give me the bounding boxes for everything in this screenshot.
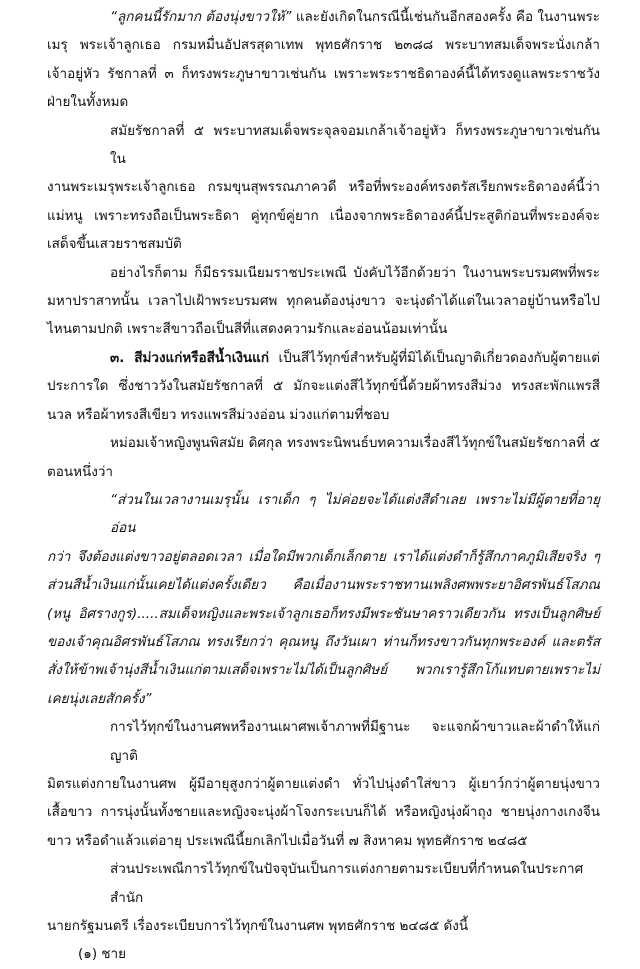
body-text: เป็นสีไว้ทุกข์สำหรับผู้ที่มิได้เป็นญาติเกี่ยวดองกับผู้ตายแต่ xyxy=(269,349,601,366)
text-line xyxy=(47,770,600,798)
bold-heading-text: ๓. สีม่วงแก่หรือสีน้ำเงินแก่ xyxy=(110,349,270,366)
body-text: สมัยรัชกาลที่ ๕ พระบาทสมเด็จพระจุลจอมเกล้าเจ้าอยู่หัว ก็ทรงพระภูษาขาวเช่นกัน ใน xyxy=(110,122,600,168)
text-line xyxy=(47,401,600,429)
body-text: เมรุ พระเจ้าลูกเธอ กรมหมื่นอัปสรสุดาเทพ พุทธศักราช ๒๓๘๘ พระบาทสมเด็จพระนั่งเกล้า xyxy=(47,37,600,54)
italic-quote-text: “ลูกคนนี้รักมาก ต้องนุ่งขาวให้” xyxy=(110,9,292,25)
italic-quote-text: ของเจ้าคุณอิศรพันธ์โสภณ ทรงเรียกว่า คุณหนู ถึงวันเผา ท่านก็ทรงขาวกันทุกพระองค์ และตรัส xyxy=(47,633,600,650)
text-line xyxy=(47,117,600,174)
body-text: หม่อมเจ้าหญิงพูนพิสมัย ดิศกุล ทรงพระนิพนธ์บทความเรื่องสีไว้ทุกข์ในสมัยรัชกาลที่ ๕ xyxy=(110,435,600,452)
text-line xyxy=(47,60,600,88)
body-text: ขาว หรือดำแล้วแต่อายุ ประเพณีนี้ยกเลิกไปเมื่อวันที่ ๗ สิงหาคม พุทธศักราช ๒๔๘๕ xyxy=(47,832,528,849)
text-line xyxy=(47,259,600,287)
body-text: เสื้อขาว การนุ่งนั้นทั้งชายและหญิงจะนุ่งผ้าโจงกระเบนก็ได้ หรือหญิงนุ่งผ้าถุง ชายนุ่งกางเกงจีน xyxy=(47,804,600,821)
italic-quote-text: เคยนุ่งเลยสักครั้ง” xyxy=(47,690,152,707)
body-text: (๑) ชาย xyxy=(78,946,127,963)
text-line xyxy=(47,429,600,457)
body-text: เจ้าอยู่หัว รัชกาลที่ ๓ ก็ทรงพระภูษาขาวเช่นกัน เพราะพระราชธิดาองค์นี้ได้ทรงดูแลพระราชวัง xyxy=(47,65,600,82)
italic-quote-text: “ส่วนในเวลางานเมรุนั้น เราเด็ก ๆ ไม่ค่อยจะได้แต่งสีดำเลย เพราะไม่มีผู้ตายที่อายุอ่อน xyxy=(110,491,600,537)
document-body xyxy=(47,3,600,969)
body-text: งานพระเมรุพระเจ้าลูกเธอ กรมขุนสุพรรณภาควดี หรือที่พระองค์ทรงตรัสเรียกพระธิดาองค์นี้ว่า xyxy=(47,179,600,196)
text-line xyxy=(47,855,600,912)
body-text: อย่างไรก็ตาม ก็มีธรรมเนียมราชประเพณี บังคับไว้อีกด้วยว่า ในงานพระบรมศพที่พระ xyxy=(110,264,600,281)
body-text: นวล หรือผ้าทรงสีเขียว ทรงแพรสีม่วงอ่อน ม่วงแก่ตามที่ชอบ xyxy=(47,406,390,423)
body-text: ไหนตามปกติ เพราะสีขาวถือเป็นสีที่แสดงความรักและอ่อนน้อมเท่านั้น xyxy=(47,321,448,338)
italic-quote-text: กว่า จึงต้องแต่งขาวอยู่ตลอดเวลา เมื่อใดมีพวกเด็กเล็กตาย เราได้แต่งดำก็รู้สึกภาคภูมิเสียจริง ๆ xyxy=(47,548,600,565)
text-line xyxy=(47,940,600,968)
body-text: มิตรแต่งกายในงานศพ ผู้มีอายุสูงกว่าผู้ตายแต่งดำ ทั่วไปนุ่งดำใส่ขาว ผู้เยาว์กว่าผู้ตายนุ่งขาว xyxy=(47,775,600,792)
text-line xyxy=(47,372,600,400)
text-line xyxy=(47,486,600,543)
italic-quote-text: สั่งให้ข้าพเจ้านุ่งสีน้ำเงินแก่ตามเสด็จเพราะไม่ได้เป็นลูกศิษย์ พวกเรารู้สึกโก้แทบตายเพราะไม่ xyxy=(47,662,600,679)
text-line xyxy=(47,798,600,826)
body-text: นายกรัฐมนตรี เรื่องระเบียบการไว้ทุกข์ในงานศพ พุทธศักราช ๒๔๘๕ ดังนี้ xyxy=(47,918,469,934)
text-line xyxy=(47,827,600,855)
body-text: เสด็จขึ้นเสวยราชสมบัติ xyxy=(47,236,182,253)
text-line xyxy=(47,173,600,201)
text-line xyxy=(47,543,600,571)
text-line xyxy=(47,230,600,258)
body-text: ประการใด ซึ่งชาววังในสมัยรัชกาลที่ ๕ มักจะแต่งสีไว้ทุกข์นี้ด้วยผ้าทรงสีม่วง ทรงสะพักแพรสี xyxy=(47,378,600,395)
text-line xyxy=(47,88,600,116)
body-text: มหาปราสาทนั้น เวลาไปเฝ้าพระบรมศพ ทุกคนต้องนุ่งขาว จะนุ่งดำได้แต่ในเวลาอยู่บ้านหรือไป xyxy=(47,293,600,310)
text-line xyxy=(47,202,600,230)
text-line xyxy=(47,315,600,343)
text-line xyxy=(47,3,600,31)
body-text: แม่หนู เพราะทรงถือเป็นพระธิดา คู่ทุกข์คู่ยาก เนื่องจากพระธิดาองค์นี้ประสูติก่อนที่พระองค์จะ xyxy=(47,207,600,224)
text-line xyxy=(47,685,600,713)
text-line xyxy=(47,571,600,599)
text-line xyxy=(47,600,600,628)
text-line xyxy=(47,287,600,315)
body-text: ตอนหนึ่งว่า xyxy=(47,463,113,480)
text-line xyxy=(47,713,600,770)
text-line xyxy=(47,458,600,486)
body-text: การไว้ทุกข์ในงานศพหรืองานเผาศพเจ้าภาพที่มีฐานะ จะแจกผ้าขาวและผ้าดำให้แก่ญาติ xyxy=(110,719,600,764)
italic-quote-text: (หนู อิศรางกูร).....สมเด็จหญิงและพระเจ้าลูกเธอก็ทรงมีพระชันษาคราวเดียวกัน ทรงเป็นลูกศิษย์ xyxy=(47,605,600,622)
text-line xyxy=(47,656,600,684)
text-line xyxy=(47,344,600,372)
body-text: ส่วนประเพณีการไว้ทุกข์ในปัจจุบันเป็นการแต่งกายตามระเบียบที่กำหนดในประกาศสำนัก xyxy=(110,861,584,906)
body-text: และยังเกิดในกรณีนี้เช่นกันอีกสองครั้ง คือ ในงานพระ xyxy=(291,9,600,25)
text-line xyxy=(47,912,600,940)
italic-quote-text: ส่วนสีน้ำเงินแก่นั้นเคยได้แต่งครั้งเดียว คือเมื่องานพระราชทานเพลิงศพพระยาอิศรพันธ์โสภณ xyxy=(47,577,600,594)
body-text: ฝ่ายในทั้งหมด xyxy=(47,94,129,111)
text-line xyxy=(47,628,600,656)
text-line xyxy=(47,31,600,59)
